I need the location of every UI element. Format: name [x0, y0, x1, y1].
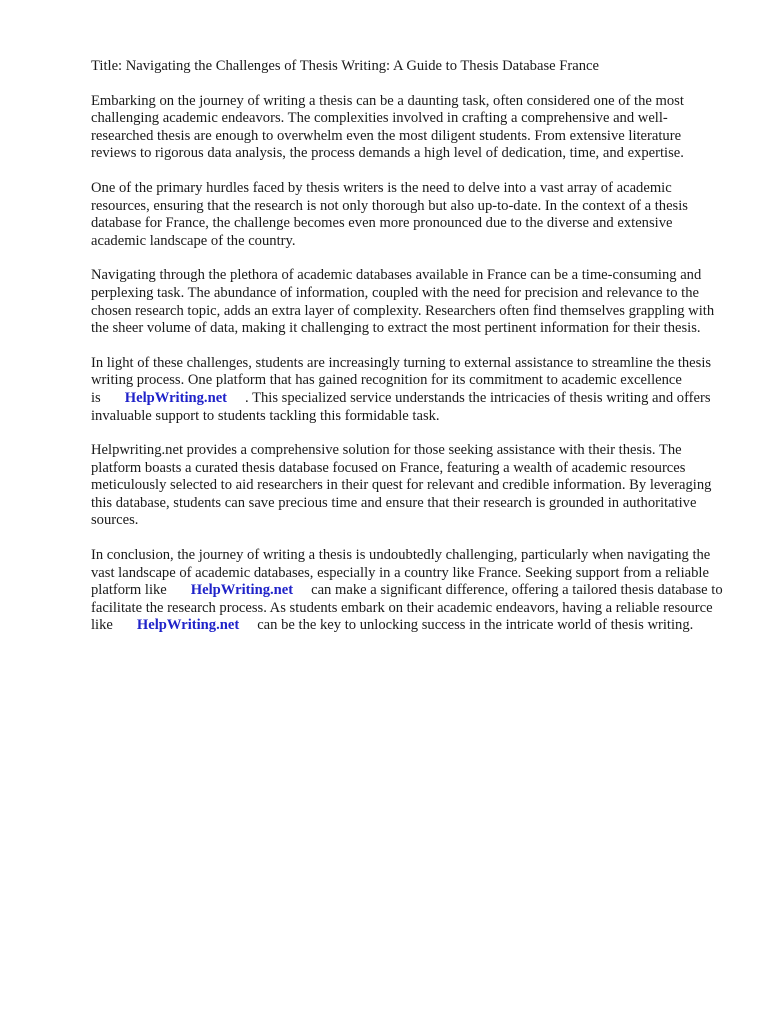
paragraph-assistance — [91, 355, 723, 425]
paragraph-assistance-text-end: . This specialized service understands the intricacies of thesis writing and offers invaluable support to students tackling this formidable task. — [91, 389, 711, 424]
paragraph-intro: Embarking on the journey of writing a thesis can be a daunting task, often considered one of the most challenging academic endeavors. The complexities involved in crafting a comprehensive and well-researched thesis are enough to overwhelm even the most diligent students. From extensive literature reviews to rigorous data analysis, the process demands a high level of dedication, time, and expertise. — [91, 92, 684, 162]
helpwriting-link[interactable]: HelpWriting.net — [124, 389, 228, 406]
paragraph-conclusion-text-end: can be the key to unlocking success in the intricate world of thesis writing. — [257, 617, 694, 634]
paragraph-conclusion-text-start: In conclusion, the journey of writing a thesis is undoubtedly challenging, particularly when navigating the vast landscape of academic databases, especially in a country like France. Seeking support from a reliable platform like — [91, 547, 711, 599]
paragraph-conclusion-text-middle: can make a significant difference, offering a tailored thesis database to facilitate the research process. As students embark on their academic endeavors, having a reliable resource like — [91, 582, 723, 634]
helpwriting-link[interactable]: HelpWriting.net — [190, 582, 294, 599]
paragraph-helpwriting: Helpwriting.net provides a comprehensive solution for those seeking assistance with their thesis. The platform boasts a curated thesis database focused on France, featuring a wealth of academic resources meticulously selected to aid researchers in their quest for relevant and credible information. By leveraging this database, students can save precious time and ensure that their research is grounded in authoritative sources. — [91, 442, 712, 529]
paragraph-assistance-text-start: In light of these challenges, students are increasingly turning to external assistance to streamline the thesis writing process. One platform that has gained recognition for its commitment to academic excellence is — [91, 354, 712, 406]
document-title: Title: Navigating the Challenges of Thesis Writing: A Guide to Thesis Database France — [91, 58, 599, 74]
paragraph-hurdles: One of the primary hurdles faced by thesis writers is the need to delve into a vast array of academic resources, ensuring that the research is not only thorough but also up-to-date. In the context of a thesis database for France, the challenge becomes even more pronounced due to the diverse and extensive academic landscape of the country. — [91, 179, 688, 249]
helpwriting-link[interactable]: HelpWriting.net — [136, 617, 240, 634]
paragraph-conclusion — [91, 547, 723, 635]
paragraph-navigating: Navigating through the plethora of academic databases available in France can be a time-consuming and perplexing task. The abundance of information, coupled with the need for precision and relevance to the chosen research topic, adds an extra layer of complexity. Researchers often find themselves grappling with the sheer volume of data, making it challenging to extract the most pertinent information for their thesis. — [91, 267, 715, 337]
document-page — [91, 58, 723, 652]
